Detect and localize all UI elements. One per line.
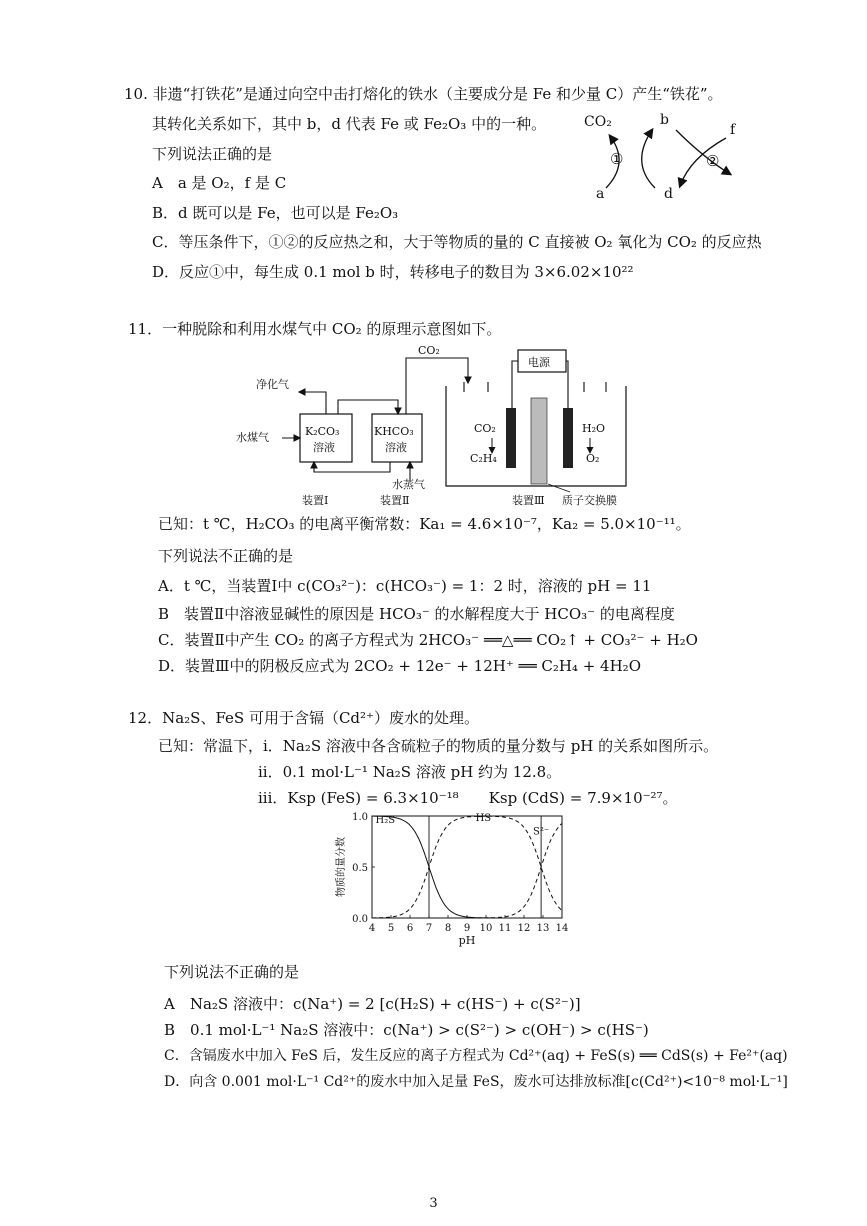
x-axis-label: pH (458, 934, 476, 947)
co2-top-label: CO₂ (418, 344, 440, 357)
q12-ask: 下列说法不正确的是 (164, 963, 300, 981)
power-label: 电源 (528, 356, 550, 369)
device3-label: 装置Ⅲ (512, 494, 545, 507)
x-tick-label: 5 (387, 923, 395, 934)
q10-stem2: 其转化关系如下，其中 b，d 代表 Fe 或 Fe₂O₃ 中的一种。 (152, 115, 547, 133)
khco3-line1: KHCO₃ (374, 425, 414, 438)
co2-in-label: CO₂ (474, 422, 496, 435)
q10-label-d: d (664, 186, 673, 202)
q10-label-f: f (730, 122, 736, 138)
q12-option-a: A Na₂S 溶液中：c(Na⁺) = 2 [c(H₂S) + c(HS⁻) + c(S²⁻)] (164, 995, 581, 1013)
k2co3-line1: K₂CO₃ (305, 425, 340, 438)
q11-ask: 下列说法不正确的是 (158, 547, 294, 565)
q10-label-co2: CO₂ (584, 114, 612, 130)
device2-box (372, 414, 422, 462)
q11-stem: 11．一种脱除和利用水煤气中 CO₂ 的原理示意图如下。 (128, 320, 502, 338)
q11-known: 已知：t ℃，H₂CO₃ 的电离平衡常数：Ka₁ = 4.6×10⁻⁷，Ka₂ = 5.0×10⁻¹¹。 (158, 515, 691, 533)
q12-known1: 已知：常温下，i．Na₂S 溶液中各含硫粒子的物质的量分数与 pH 的关系如图所示。 (158, 737, 719, 755)
x-tick-label: 8 (444, 923, 452, 934)
q12-known3: iii．Ksp (FeS) = 6.3×10⁻¹⁸ Ksp (CdS) = 7.9×10⁻²⁷。 (258, 789, 678, 807)
q12-option-d: D．向含 0.001 mol·L⁻¹ Cd²⁺的废水中加入足量 FeS，废水可达排放标准[c(Cd²⁺)<10⁻⁸ mol·L⁻¹] (164, 1074, 788, 1090)
q10-label-b: b (660, 112, 669, 128)
purified-gas-arrow (300, 392, 326, 414)
x-tick-label: 14 (555, 923, 569, 934)
q10-label-a: a (596, 186, 605, 202)
y-tick-label: 0.5 (352, 863, 368, 874)
q10-option-d: D．反应①中，每生成 0.1 mol b 时，转移电子的数目为 3×6.02×10²² (152, 263, 634, 281)
q12-species-chart (330, 808, 580, 960)
x-tick-label: 6 (406, 923, 414, 934)
x-tick-label: 11 (498, 923, 512, 934)
q11-option-c: C．装置Ⅱ中产生 CO₂ 的离子方程式为 2HCO₃⁻ ══△══ CO₂↑ + CO₃²⁻ + H₂O (158, 631, 698, 649)
x-tick-label: 13 (536, 923, 550, 934)
device2-label: 装置Ⅱ (380, 494, 410, 507)
q10-stem: 10. 非遗“打铁花”是通过向空中击打熔化的铁水（主要成分是 Fe 和少量 C）产生“铁花”。 (124, 85, 723, 103)
page-number: 3 (429, 1196, 438, 1211)
q10-arc-left-2 (642, 130, 655, 188)
series-label: H₂S (375, 815, 396, 827)
y-tick-label: 0.0 (352, 914, 368, 925)
steam-label: 水蒸气 (392, 478, 425, 491)
proton-exchange-membrane (531, 398, 547, 484)
series-label: S²⁻ (533, 826, 550, 838)
s2-curve (372, 824, 562, 919)
ii-to-i-arrow (314, 462, 390, 472)
anode (563, 408, 573, 468)
q12-stem: 12．Na₂S、FeS 可用于含镉（Cd²⁺）废水的处理。 (128, 709, 479, 727)
q11-apparatus-diagram (230, 342, 670, 508)
c2h4-label: C₂H₄ (470, 452, 497, 465)
co2-transfer-arrow (406, 358, 468, 414)
y-axis-label: 物质的量分数 (336, 837, 347, 897)
q12-option-b: B 0.1 mol·L⁻¹ Na₂S 溶液中：c(Na⁺) > c(S²⁻) > c(OH⁻) > c(HS⁻) (164, 1021, 649, 1039)
khco3-line2: 溶液 (385, 441, 407, 454)
y-tick-label: 1.0 (352, 812, 368, 823)
q11-option-a: A．t ℃，当装置Ⅰ中 c(CO₃²⁻)：c(HCO₃⁻) = 1：2 时，溶液的 pH = 11 (158, 577, 652, 595)
q10-option-c: C．等压条件下，①②的反应热之和，大于等物质的量的 C 直接被 O₂ 氧化为 CO₂ 的反应热 (152, 233, 762, 251)
q10-option-b: B．d 既可以是 Fe，也可以是 Fe₂O₃ (152, 204, 399, 222)
membrane-label: 质子交换膜 (562, 494, 617, 507)
q11-option-b: B 装置Ⅱ中溶液显碱性的原因是 HCO₃⁻ 的水解程度大于 HCO₃⁻ 的电离程度 (158, 605, 675, 623)
purified-gas-label: 净化气 (256, 378, 289, 391)
q10-arc-right-2 (676, 130, 730, 174)
x-tick-label: 10 (479, 923, 493, 934)
x-tick-label: 7 (425, 923, 433, 934)
device1-label: 装置Ⅰ (302, 494, 329, 507)
water-gas-label: 水煤气 (236, 431, 269, 444)
q10-ask: 下列说法正确的是 (152, 145, 273, 163)
cathode (506, 408, 516, 468)
q10-label-r1: ① (610, 150, 624, 168)
q10-cycle-diagram (580, 108, 750, 208)
q10-label-r2: ② (706, 152, 720, 170)
q12-known2: ii．0.1 mol·L⁻¹ Na₂S 溶液 pH 约为 12.8。 (258, 763, 562, 781)
h2o-label: H₂O (582, 422, 606, 435)
i-to-ii-arrow (338, 400, 398, 414)
o2-label: O₂ (586, 452, 600, 465)
device1-box (300, 414, 352, 462)
k2co3-line2: 溶液 (313, 441, 335, 454)
x-tick-label: 12 (517, 923, 531, 934)
x-tick-label: 9 (463, 923, 471, 934)
q12-option-c: C．含镉废水中加入 FeS 后，发生反应的离子方程式为 Cd²⁺(aq) + FeS(s) ══ CdS(s) + Fe²⁺(aq) (164, 1048, 788, 1064)
x-tick-label: 4 (368, 923, 376, 934)
q11-option-d: D．装置Ⅲ中的阴极反应式为 2CO₂ + 12e⁻ + 12H⁺ ══ C₂H₄ + 4H₂O (158, 657, 641, 675)
series-label: HS⁻ (475, 813, 497, 825)
q10-option-a: A a 是 O₂，f 是 C (152, 174, 287, 192)
